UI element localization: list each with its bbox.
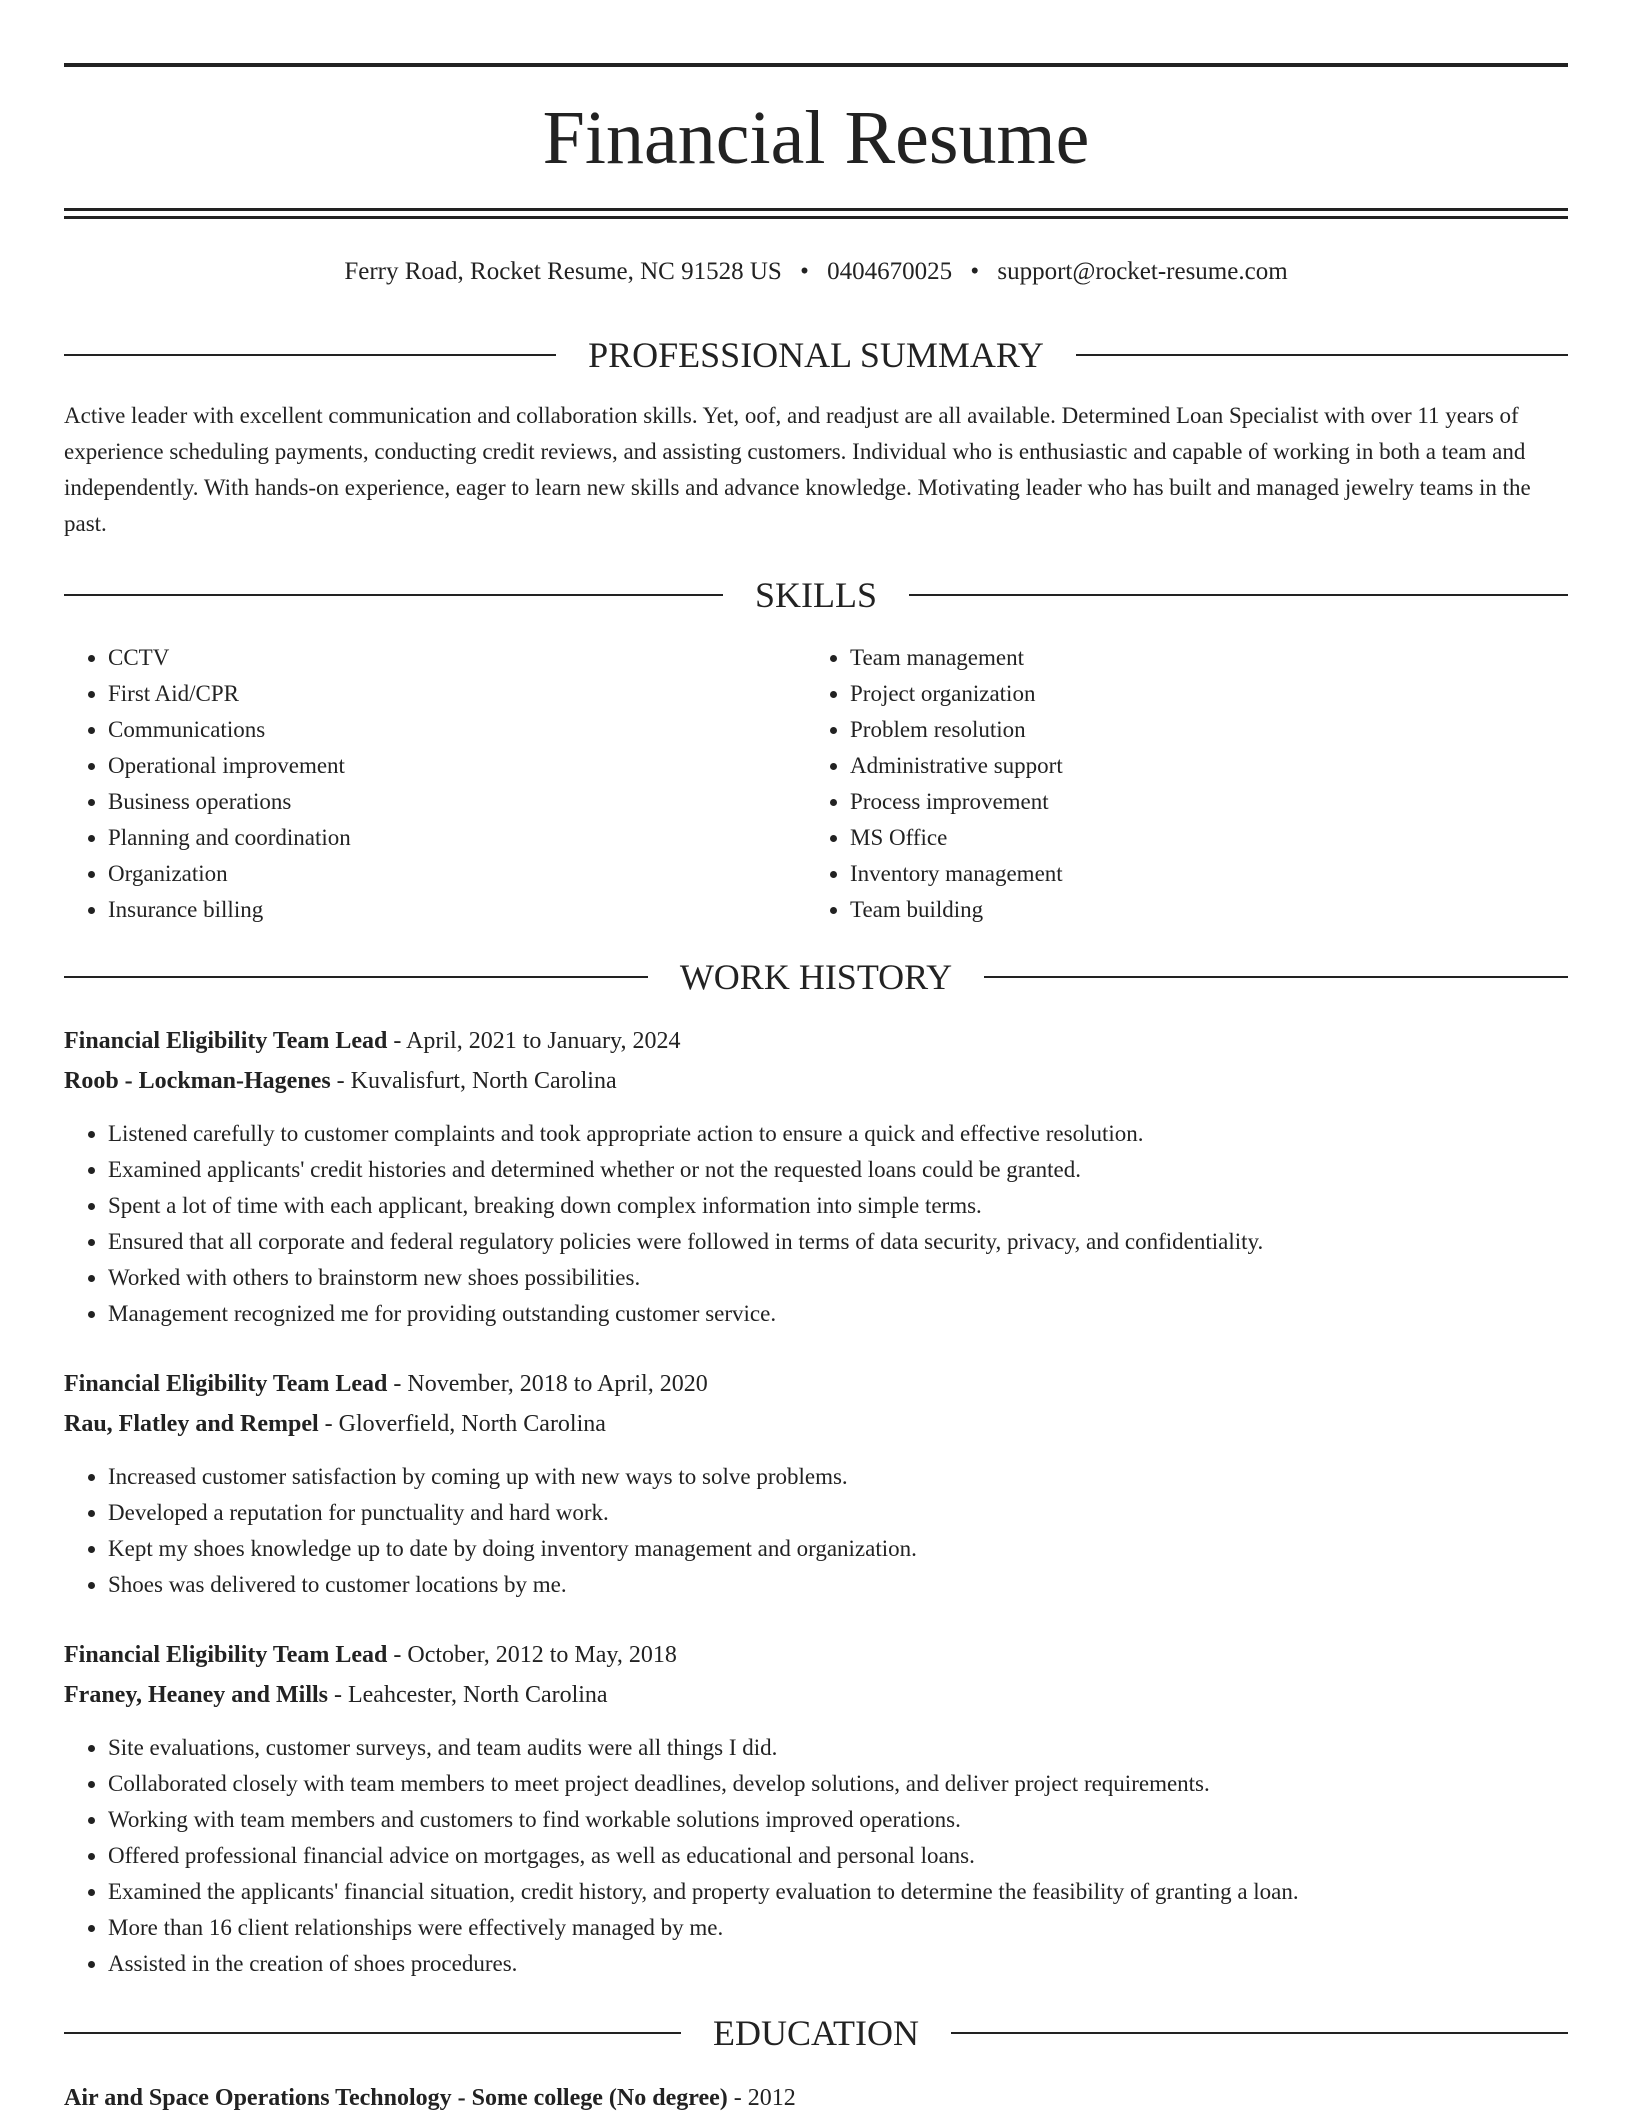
job-company: Rau, Flatley and Rempel xyxy=(64,1411,319,1437)
skill-item: • CCTV xyxy=(108,640,788,676)
job-company: Franey, Heaney and Mills xyxy=(64,1682,328,1708)
education-year: - 2012 xyxy=(733,2085,796,2111)
job-company-line xyxy=(64,1675,1568,1715)
contact-phone: 0404670025 xyxy=(827,258,953,285)
skill-item: • Planning and coordination xyxy=(108,820,788,856)
job-title: Financial Eligibility Team Lead xyxy=(64,1028,388,1054)
skill-item: • Team building xyxy=(850,892,1550,928)
job-bullet: • Examined applicants' credit histories and determined whether or not the requested loans could be granted. xyxy=(108,1152,1612,1188)
title-double-rule-upper xyxy=(64,208,1568,211)
job-bullet: • Ensured that all corporate and federal regulatory policies were followed in terms of data security, privacy, and confidentiality. xyxy=(108,1224,1612,1260)
heading-rule-right xyxy=(1076,354,1568,356)
job-title: Financial Eligibility Team Lead xyxy=(64,1371,388,1397)
job-bullets xyxy=(64,1116,1612,1332)
job-company-line xyxy=(64,1404,1568,1444)
job-title: Financial Eligibility Team Lead xyxy=(64,1642,388,1668)
skill-item: • Team management xyxy=(850,640,1550,676)
job-bullet: • More than 16 client relationships were effectively managed by me. xyxy=(108,1910,1612,1946)
heading-rule-left xyxy=(64,594,723,596)
work-section-heading xyxy=(64,954,1568,1000)
skills-heading: SKILLS xyxy=(755,575,878,615)
page-title: Financial Resume xyxy=(542,96,1090,180)
skill-item: • Project organization xyxy=(850,676,1550,712)
skill-item: • Insurance billing xyxy=(108,892,788,928)
job-bullet: • Worked with others to brainstorm new shoes possibilities. xyxy=(108,1260,1612,1296)
skill-item: • First Aid/CPR xyxy=(108,676,788,712)
job-bullet: • Developed a reputation for punctuality and hard work. xyxy=(108,1495,1612,1531)
job-bullet: • Examined the applicants' financial situation, credit history, and property evaluation to determine the feasibility of granting a loan. xyxy=(108,1874,1612,1910)
job-bullet: • Kept my shoes knowledge up to date by doing inventory management and organization. xyxy=(108,1531,1612,1567)
heading-rule-left xyxy=(64,976,648,978)
skill-item: • Process improvement xyxy=(850,784,1550,820)
skill-item: • Inventory management xyxy=(850,856,1550,892)
skill-item: • Operational improvement xyxy=(108,748,788,784)
skills-list-right xyxy=(806,640,1550,928)
job-company: Roob - Lockman-Hagenes xyxy=(64,1068,331,1094)
job-bullet: • Shoes was delivered to customer locations by me. xyxy=(108,1567,1612,1603)
title-double-rule-lower xyxy=(64,216,1568,219)
skill-item: • MS Office xyxy=(850,820,1550,856)
job-location: - Kuvalisfurt, North Carolina xyxy=(336,1068,617,1094)
skill-item: • Organization xyxy=(108,856,788,892)
job-bullet: • Offered professional financial advice on mortgages, as well as educational and personal loans. xyxy=(108,1838,1612,1874)
education-heading: EDUCATION xyxy=(713,2013,919,2053)
heading-rule-right xyxy=(909,594,1568,596)
heading-rule-left xyxy=(64,354,556,356)
job-bullet: • Listened carefully to customer complaints and took appropriate action to ensure a quick and effective resolution. xyxy=(108,1116,1612,1152)
job-bullet: • Increased customer satisfaction by coming up with new ways to solve problems. xyxy=(108,1459,1612,1495)
skill-item: • Problem resolution xyxy=(850,712,1550,748)
contact-line xyxy=(0,252,1632,292)
skills-section-heading xyxy=(64,572,1568,618)
contact-email: support@rocket-resume.com xyxy=(997,258,1288,285)
job-bullet: • Collaborated closely with team members to meet project deadlines, develop solutions, and deliver project requirements. xyxy=(108,1766,1612,1802)
summary-text: Active leader with excellent communication and collaboration skills. Yet, oof, and readjust are all available. Determined Loan Specialist with over 11 years of experience scheduling payments, conducting credit reviews, and assisting customers. Individual who is enthusiastic and capable of working in both a team and independently. With hands-on experience, eager to learn new skills and advance knowledge. Motivating leader who has built and managed jewelry teams in the past. xyxy=(64,403,1531,536)
contact-separator: • xyxy=(970,258,980,285)
education-section-heading xyxy=(64,2010,1568,2056)
heading-rule-left xyxy=(64,2032,681,2034)
job-bullet: • Assisted in the creation of shoes procedures. xyxy=(108,1946,1612,1982)
job-bullets xyxy=(64,1730,1612,1982)
education-degree: Air and Space Operations Technology - Some college (No degree) xyxy=(64,2085,728,2111)
job-bullets xyxy=(64,1459,1612,1603)
job-bullet: • Working with team members and customers to find workable solutions improved operations. xyxy=(108,1802,1612,1838)
contact-address: Ferry Road, Rocket Resume, NC 91528 US xyxy=(344,258,782,285)
job-location: - Gloverfield, North Carolina xyxy=(324,1411,606,1437)
work-heading: WORK HISTORY xyxy=(679,957,953,997)
heading-rule-right xyxy=(951,2032,1568,2034)
skill-item: • Business operations xyxy=(108,784,788,820)
job-title-line xyxy=(64,1635,1568,1675)
skill-item: • Administrative support xyxy=(850,748,1550,784)
job-bullet: • Management recognized me for providing outstanding customer service. xyxy=(108,1296,1612,1332)
job-dates: - April, 2021 to January, 2024 xyxy=(393,1028,681,1054)
contact-separator: • xyxy=(800,258,809,285)
summary-heading: PROFESSIONAL SUMMARY xyxy=(588,335,1044,375)
job-bullet: • Site evaluations, customer surveys, and team audits were all things I did. xyxy=(108,1730,1612,1766)
job-bullet: • Spent a lot of time with each applicant, breaking down complex information into simple terms. xyxy=(108,1188,1612,1224)
skill-item: • Communications xyxy=(108,712,788,748)
summary-section-heading xyxy=(64,332,1568,378)
top-rule xyxy=(64,63,1568,67)
education-line xyxy=(64,2078,1568,2118)
job-title-line xyxy=(64,1021,1568,1061)
job-dates: - October, 2012 to May, 2018 xyxy=(393,1642,677,1668)
job-dates: - November, 2018 to April, 2020 xyxy=(393,1371,708,1397)
job-location: - Leahcester, North Carolina xyxy=(334,1682,608,1708)
skills-list-left xyxy=(64,640,788,928)
heading-rule-right xyxy=(984,976,1568,978)
job-company-line xyxy=(64,1061,1568,1101)
job-title-line xyxy=(64,1364,1568,1404)
